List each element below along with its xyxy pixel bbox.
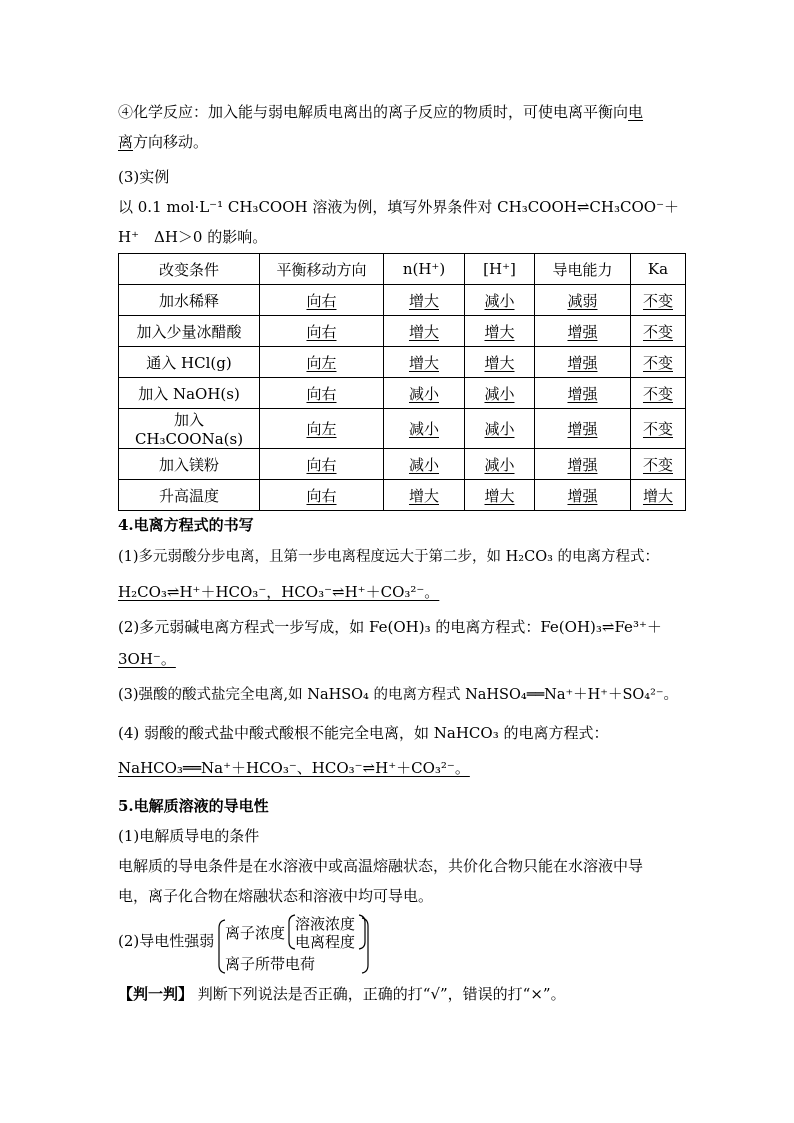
answer-cell: 向右 [260, 449, 384, 480]
section-5-p2: 电解质的导电条件是在水溶液中或高温熔融状态，共价化合物只能在水溶液中导 [118, 857, 644, 875]
section-5-p3: 电，离子化合物在熔融状态和溶液中均可导电。 [118, 887, 434, 905]
condition-cell: 加入 NaOH(s) [119, 378, 260, 409]
text: ④化学反应：加入能与弱电解质电离出的离子反应的物质时，可使电离平衡向 [118, 103, 629, 121]
header-cell: [H⁺] [465, 254, 535, 285]
section-5-title: 5.电解质溶液的导电性 [118, 797, 269, 815]
answer-cell: 不变 [631, 378, 686, 409]
answer-cell: 减小 [384, 409, 465, 449]
section-4-p2: (2)多元弱碱电离方程式一步写成，如 Fe(OH)₃ 的电离方程式：Fe(OH)₃⇌Fe³⁺＋ [118, 618, 662, 636]
brace-solution-concentration: 溶液浓度 [295, 915, 356, 933]
answer-cell: 增强 [535, 347, 631, 378]
judge-text: 判断下列说法是否正确，正确的打“√”，错误的打“×”。 [193, 985, 566, 1003]
answer-cell: 向右 [260, 316, 384, 347]
answer-cell: 增强 [535, 480, 631, 511]
answer-cell: 向右 [260, 285, 384, 316]
header-cell: n(H⁺) [384, 254, 465, 285]
paragraph-example-intro: 以 0.1 mol·L⁻¹ CH₃COOH 溶液为例，填写外界条件对 CH₃COOH⇌CH₃COO⁻＋ [118, 198, 679, 216]
answer-cell: 减小 [465, 378, 535, 409]
brace-ion-charge: 离子所带电荷 [225, 955, 316, 973]
answer-cell: 减小 [465, 285, 535, 316]
answer-cell: 增强 [535, 409, 631, 449]
section-4-p4: (4) 弱酸的酸式盐中酸式酸根不能完全电离，如 NaHCO₃ 的电离方程式： [118, 724, 609, 742]
answer-cell: 增大 [384, 347, 465, 378]
condition-cell: 加入 CH₃COONa(s) [119, 409, 260, 449]
brace-ionization-degree: 电离程度 [295, 933, 356, 951]
brace-ion-concentration: 离子浓度 [225, 924, 286, 942]
equilibrium-table [118, 253, 686, 511]
judge-tag: 【判一判】 [118, 985, 194, 1003]
answer-cell: 减小 [384, 378, 465, 409]
answer-cell: 增强 [535, 316, 631, 347]
condition-cell: 加入少量冰醋酸 [119, 316, 260, 347]
answer-cell: 不变 [631, 347, 686, 378]
table-row [119, 378, 686, 409]
table-row [119, 449, 686, 480]
header-cell: Ka [631, 254, 686, 285]
table-row [119, 285, 686, 316]
answer-cell: 向左 [260, 409, 384, 449]
section-4-p4-answer: NaHCO₃══Na⁺＋HCO₃⁻、HCO₃⁻⇌H⁺＋CO₃²⁻。 [118, 759, 470, 777]
section-4-p2-answer: 3OH⁻。 [118, 650, 176, 668]
answer-cell: 减小 [384, 449, 465, 480]
section-5-p1: (1)电解质导电的条件 [118, 827, 260, 845]
answer-cell: 增强 [535, 449, 631, 480]
answer-cell: 增大 [465, 480, 535, 511]
section-4-p3: (3)强酸的酸式盐完全电离,如 NaHSO₄ 的电离方程式 NaHSO₄══Na⁺＋H⁺＋SO₄²⁻。 [118, 687, 679, 703]
answer-cell: 增大 [631, 480, 686, 511]
answer-blank: 电 [628, 103, 644, 121]
section-4-p1: (1)多元弱酸分步电离，且第一步电离程度远大于第二步，如 H₂CO₃ 的电离方程式： [118, 549, 660, 565]
table-header-row [119, 254, 686, 285]
subheading-example: (3)实例 [118, 168, 170, 186]
answer-cell: 减弱 [535, 285, 631, 316]
answer-cell: 减小 [465, 449, 535, 480]
section-4-title: 4.电离方程式的书写 [118, 516, 254, 534]
table-row [119, 316, 686, 347]
answer-cell: 向右 [260, 378, 384, 409]
answer-cell: 向左 [260, 347, 384, 378]
header-cell: 平衡移动方向 [260, 254, 384, 285]
conductivity-label: (2)导电性强弱 [118, 932, 215, 950]
condition-cell: 升高温度 [119, 480, 260, 511]
table-row [119, 409, 686, 449]
answer-cell: 增大 [465, 347, 535, 378]
answer-cell: 增强 [535, 378, 631, 409]
answer-cell: 增大 [465, 316, 535, 347]
header-cell: 改变条件 [119, 254, 260, 285]
condition-cell: 加水稀释 [119, 285, 260, 316]
answer-cell: 不变 [631, 449, 686, 480]
paragraph-chemical-reaction [118, 101, 643, 123]
table-row [119, 347, 686, 378]
table-row [119, 480, 686, 511]
answer-cell: 增大 [384, 285, 465, 316]
paragraph-example-intro-cont: H⁺ ΔH＞0 的影响。 [118, 228, 268, 246]
answer-cell: 增大 [384, 316, 465, 347]
answer-cell: 增大 [384, 480, 465, 511]
answer-cell: 不变 [631, 409, 686, 449]
condition-cell: 通入 HCl(g) [119, 347, 260, 378]
text: 方向移动。 [133, 133, 209, 151]
answer-blank: 离 [118, 133, 134, 151]
answer-cell: 向右 [260, 480, 384, 511]
judge-instruction [118, 983, 566, 1005]
answer-cell: 减小 [465, 409, 535, 449]
header-cell: 导电能力 [535, 254, 631, 285]
section-4-p1-answer: H₂CO₃⇌H⁺＋HCO₃⁻，HCO₃⁻⇌H⁺＋CO₃²⁻。 [118, 583, 440, 601]
answer-cell: 不变 [631, 285, 686, 316]
condition-cell: 加入镁粉 [119, 449, 260, 480]
paragraph-chemical-reaction-cont [118, 131, 208, 153]
answer-cell: 不变 [631, 316, 686, 347]
